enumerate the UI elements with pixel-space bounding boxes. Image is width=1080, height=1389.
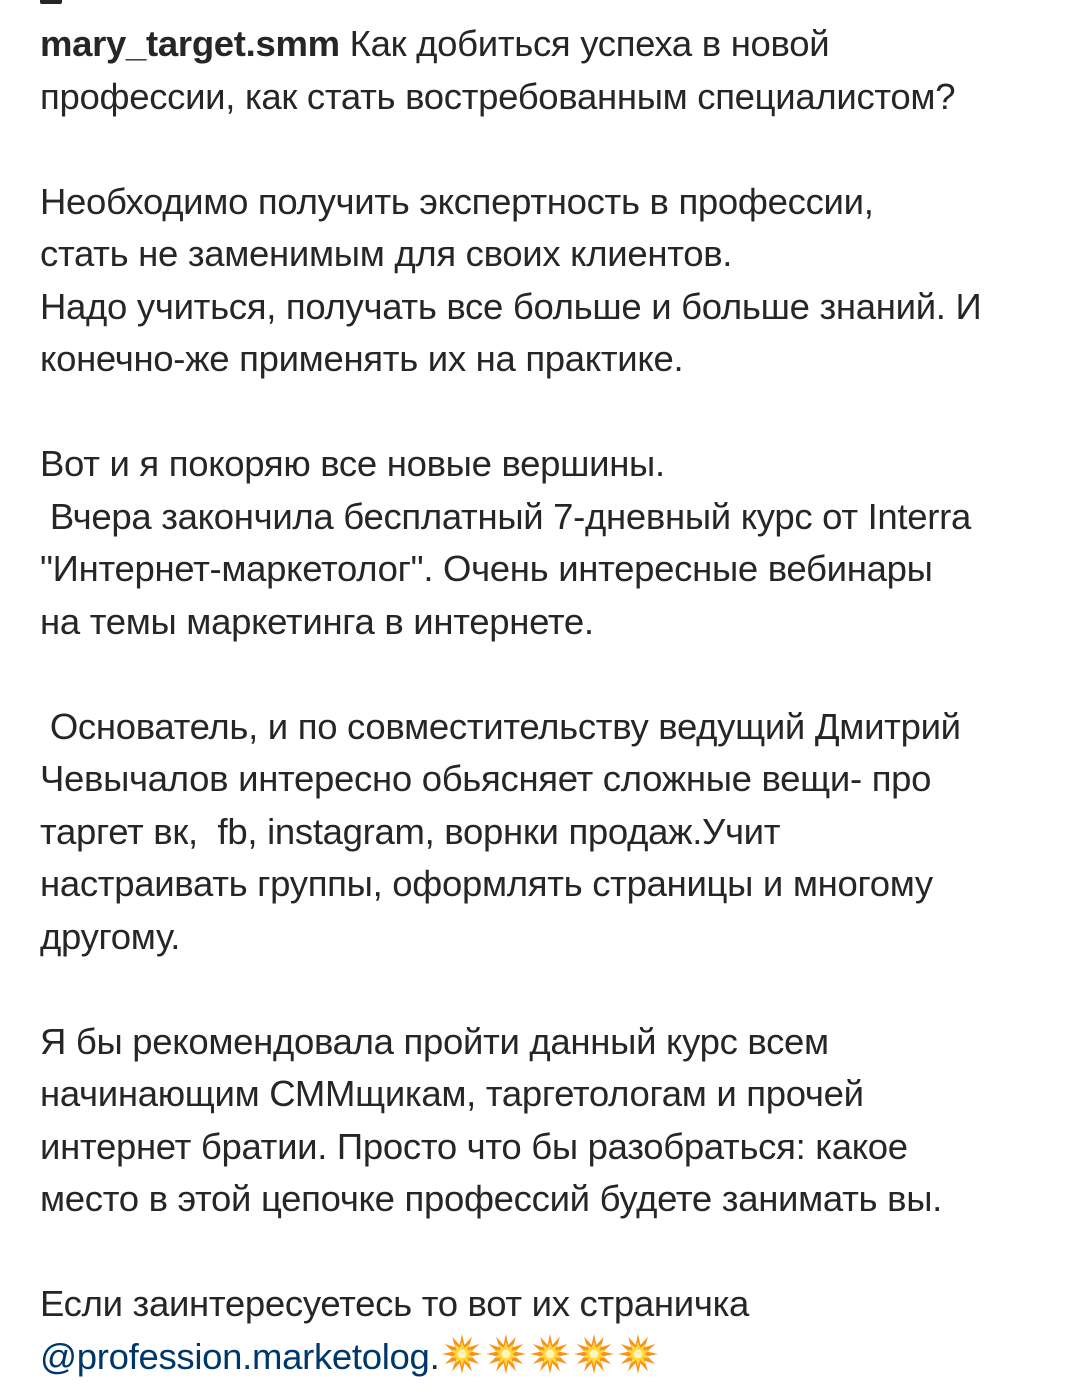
post-caption <box>40 18 1060 1383</box>
caption-line: Вот и я покоряю все новые вершины. <box>40 438 1060 491</box>
collision-emoji-icon <box>441 1333 483 1375</box>
caption-line <box>40 1331 1060 1384</box>
collision-emoji-icon <box>617 1333 659 1375</box>
mention-link[interactable]: @profession.marketolog <box>40 1336 430 1377</box>
caption-line: на темы маркетинга в интернете. <box>40 596 1060 649</box>
caption-line: Необходимо получить экспертность в профессии, <box>40 176 1060 229</box>
caption-line: Вчера закончила бесплатный 7-дневный курс от Interra <box>40 491 1060 544</box>
caption-line: таргет вк, fb, instagram, ворнки продаж.Учит <box>40 806 1060 859</box>
collision-emoji-icon <box>573 1333 615 1375</box>
caption-line: стать не заменимым для своих клиентов. <box>40 228 1060 281</box>
caption-line: Я бы рекомендовала пройти данный курс всем <box>40 1016 1060 1069</box>
username-link[interactable]: mary_target.smm <box>40 23 340 64</box>
caption-text: Как добиться успеха в новой <box>350 23 830 64</box>
caption-line: Чевычалов интересно обьясняет сложные вещи- про <box>40 753 1060 806</box>
paragraph-gap <box>40 123 1060 176</box>
paragraph-gap <box>40 386 1060 439</box>
caption-line: Если заинтересуетесь то вот их страничка <box>40 1278 1060 1331</box>
caption-line: другому. <box>40 911 1060 964</box>
caption-line: конечно-же применять их на практике. <box>40 333 1060 386</box>
caption-line: Основатель, и по совместительству ведущий Дмитрий <box>40 701 1060 754</box>
caption-text: . <box>430 1336 440 1377</box>
paragraph-gap <box>40 1226 1060 1279</box>
caption-line <box>40 18 1060 71</box>
caption-line: место в этой цепочке профессий будете занимать вы. <box>40 1173 1060 1226</box>
paragraph-gap <box>40 963 1060 1016</box>
collision-emoji-icon <box>485 1333 527 1375</box>
caption-line: интернет братии. Просто что бы разобраться: какое <box>40 1121 1060 1174</box>
emoji-group <box>441 1333 661 1389</box>
paragraph-gap <box>40 648 1060 701</box>
previous-content-edge <box>40 0 62 4</box>
caption-line: профессии, как стать востребованным специалистом? <box>40 71 1060 124</box>
caption-line: начинающим СММщикам, таргетологам и прочей <box>40 1068 1060 1121</box>
collision-emoji-icon <box>529 1333 571 1375</box>
caption-line: Надо учиться, получать все больше и больше знаний. И <box>40 281 1060 334</box>
caption-line: настраивать группы, оформлять страницы и многому <box>40 858 1060 911</box>
caption-line: "Интернет-маркетолог". Очень интересные вебинары <box>40 543 1060 596</box>
